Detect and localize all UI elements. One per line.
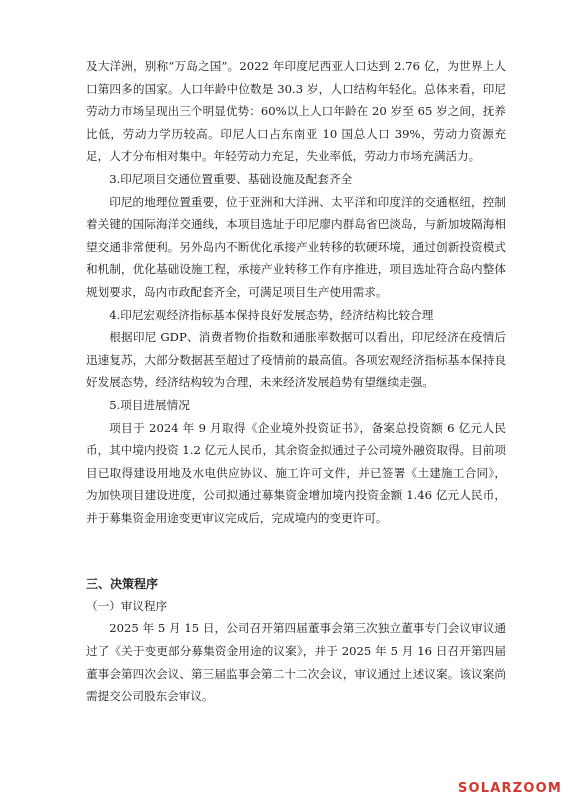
heading-project-progress: 5.项目进展情况 xyxy=(109,397,190,412)
document-body xyxy=(86,55,506,708)
subsection-title-review-procedure: （一）审议程序 xyxy=(86,599,168,614)
paragraph-project-progress: 项目于 2024 年 9 月取得《企业境外投资证书》，备案总投资额 6 亿元人民币，其中境内投资 1.2 亿元人民币，其余资金拟通过子公司境外融资取得。目前项目已取得建设用地及水电供应协议、施工许可文件，并已签署《土建施工合同》，为加快项目建设进度，公司拟通过募集资金增加境内投资金额 1.46 亿元人民币，并于募集资金用途变更审议完成后，完成境内的变更许可。 xyxy=(86,420,506,525)
section-title-decision-procedure: 三、决策程序 xyxy=(86,577,159,592)
solarzoom-watermark-logo: SOLARZOOM xyxy=(457,781,562,796)
heading-transport-location: 3.印尼项目交通位置重要、基础设施及配套齐全 xyxy=(109,171,353,186)
paragraph-macro-economy: 根据印尼 GDP、消费者物价指数和通胀率数据可以看出，印尼经济在疫情后迅速复苏，大部分数据甚至超过了疫情前的最高值。各项宏观经济指标基本保持良好发展态势，经济结构较为合理，未来经济发展趋势有望继续走强。 xyxy=(86,330,506,390)
paragraph-population: 及大洋洲，别称“万岛之国”。2022 年印度尼西亚人口达到 2.76 亿，为世界上人口第四多的国家。人口年龄中位数是 30.3 岁，人口结构年轻化。总体来看，印尼劳动力市场呈现出三个明显优势：60%以上人口年龄在 20 岁至 65 岁之间，抚养比低，劳动力学历较高。印尼人口占东南亚 10 国总人口 39%，劳动力资源充足，人才分布相对集中。年轻劳动力充足，失业率低，劳动力市场充满活力。 xyxy=(86,59,506,164)
paragraph-review-procedure: 2025 年 5 月 15 日，公司召开第四届董事会第三次独立董事专门会议审议通过了《关于变更部分募集资金用途的议案》，并于 2025 年 5 月 16 日召开第四届董事会第四次会议、第三届监事会第二十二次会议，审议通过上述议案。该议案尚需提交公司股东会审议。 xyxy=(86,621,506,704)
section-gap xyxy=(86,529,506,573)
heading-macro-economy: 4.印尼宏观经济指标基本保持良好发展态势，经济结构比较合理 xyxy=(109,307,434,322)
paragraph-transport-location: 印尼的地理位置重要，位于亚洲和大洋洲、太平洋和印度洋的交通枢纽，控制着关键的国际海洋交通线，本项目选址于印尼廖内群岛省巴淡岛，与新加坡隔海相望交通非常便利。另外岛内不断优化承接产业转移的软硬环境，通过创新投资模式和机制，优化基础设施工程，承接产业转移工作有序推进，项目选址符合岛内整体规划要求，岛内市政配套齐全，可满足项目生产使用需求。 xyxy=(86,194,506,299)
